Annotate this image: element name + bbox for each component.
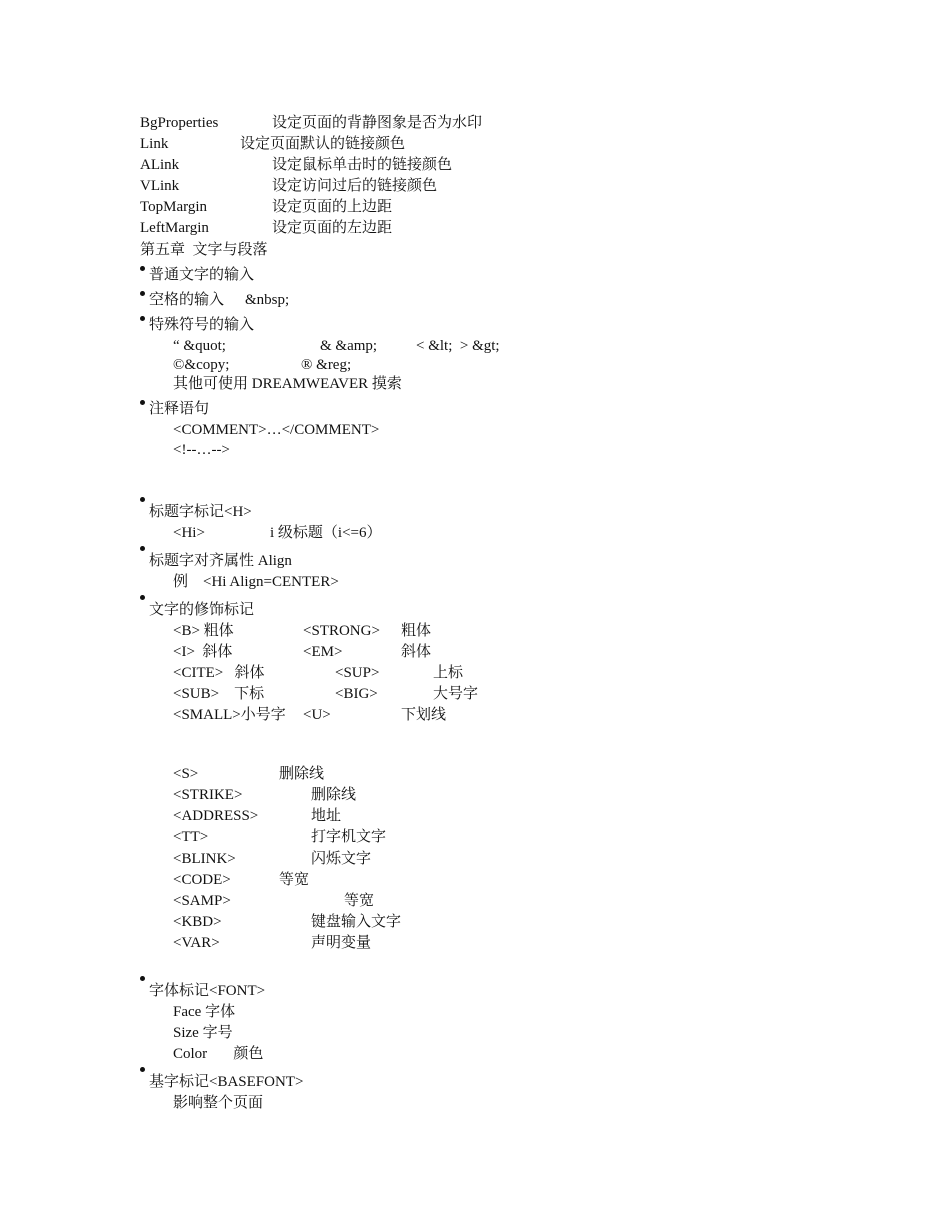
tag2: <SAMP> xyxy=(173,893,231,909)
bullet-text: 空格的输入 xyxy=(149,292,225,308)
prop-desc: 设定鼠标单击时的链接颜色 xyxy=(272,157,453,173)
tag2-desc: 地址 xyxy=(311,808,342,824)
bullet-icon xyxy=(140,266,145,271)
style-tag: <I> 斜体 xyxy=(173,644,233,660)
style-tag: <B> 粗体 xyxy=(173,623,234,639)
entity-lt-gt: < &lt; > &gt; xyxy=(416,338,500,354)
tag2: <ADDRESS> xyxy=(173,808,259,824)
basefont-desc: 影响整个页面 xyxy=(173,1095,264,1111)
style-desc: 上标 xyxy=(433,665,464,681)
bullet-text: 文字的修饰标记 xyxy=(149,602,255,618)
bullet-text: 普通文字的输入 xyxy=(149,267,255,283)
font-size: Size 字号 xyxy=(173,1025,233,1041)
tag2: <KBD> xyxy=(173,914,222,930)
style-tag: <CITE> 斜体 xyxy=(173,665,265,681)
tag2-desc: 等宽 xyxy=(279,872,310,888)
comment-syntax-2: <!--…--> xyxy=(173,442,230,458)
tag2: <S> xyxy=(173,766,199,782)
comment-syntax-1: <COMMENT>…</COMMENT> xyxy=(173,422,380,438)
bullet-icon xyxy=(140,595,145,600)
style-tag: <SUB> 下标 xyxy=(173,686,265,702)
font-face: Face 字体 xyxy=(173,1004,236,1020)
tag2: <VAR> xyxy=(173,935,220,951)
tag2-desc: 声明变量 xyxy=(311,935,372,951)
prop-desc: 设定页面的背静图象是否为水印 xyxy=(272,115,483,131)
bullet-icon xyxy=(140,497,145,502)
bullet-text: 字体标记<FONT> xyxy=(149,983,266,999)
tag-hi-desc: i 级标题（i<=6） xyxy=(270,525,382,541)
style-tag: <STRONG> xyxy=(303,623,380,639)
prop-desc: 设定页面默认的链接颜色 xyxy=(240,136,406,152)
tag2-desc: 打字机文字 xyxy=(311,829,387,845)
style-tag: <SUP> xyxy=(335,665,380,681)
style-tag: <EM> xyxy=(303,644,343,660)
align-example: 例 <Hi Align=CENTER> xyxy=(173,574,339,590)
prop-desc: 设定页面的上边距 xyxy=(272,199,393,215)
tag2: <CODE> xyxy=(173,872,231,888)
bullet-text: 标题字对齐属性 Align xyxy=(149,553,292,569)
tag2: <TT> xyxy=(173,829,209,845)
prop-name: Link xyxy=(140,136,169,152)
bullet-text: 注释语句 xyxy=(149,401,210,417)
entity-reg: ® &reg; xyxy=(301,357,352,373)
tag2: <STRIKE> xyxy=(173,787,243,803)
style-desc: 下划线 xyxy=(401,707,447,723)
entity-copy: ©&copy; xyxy=(173,357,230,373)
style-tag: <BIG> xyxy=(335,686,378,702)
entity-quot: “ &quot; xyxy=(173,338,226,354)
tag2: <BLINK> xyxy=(173,851,236,867)
bullet-icon xyxy=(140,316,145,321)
prop-desc: 设定页面的左边距 xyxy=(272,220,393,236)
bullet-icon xyxy=(140,291,145,296)
bullet-text: 特殊符号的输入 xyxy=(149,317,255,333)
bullet-text: 标题字标记<H> xyxy=(149,504,252,520)
bullet-code: &nbsp; xyxy=(245,292,290,308)
prop-name: BgProperties xyxy=(140,115,219,131)
font-color: Color 颜色 xyxy=(173,1046,264,1062)
style-tag: <U> xyxy=(303,707,331,723)
entity-note: 其他可使用 DREAMWEAVER 摸索 xyxy=(173,376,402,392)
style-tag: <SMALL>小号字 xyxy=(173,707,286,723)
style-desc: 粗体 xyxy=(401,623,432,639)
prop-name: LeftMargin xyxy=(140,220,209,236)
bullet-icon xyxy=(140,976,145,981)
style-desc: 大号字 xyxy=(433,686,479,702)
chapter-heading: 第五章 文字与段落 xyxy=(140,242,268,258)
tag2-desc: 删除线 xyxy=(311,787,357,803)
tag2-desc: 键盘输入文字 xyxy=(311,914,402,930)
style-desc: 斜体 xyxy=(401,644,432,660)
bullet-text: 基字标记<BASEFONT> xyxy=(149,1074,304,1090)
tag2-desc: 删除线 xyxy=(279,766,325,782)
tag2-desc: 等宽 xyxy=(344,893,375,909)
bullet-icon xyxy=(140,546,145,551)
entity-amp: & &amp; xyxy=(320,338,378,354)
bullet-icon xyxy=(140,400,145,405)
prop-name: ALink xyxy=(140,157,180,173)
bullet-icon xyxy=(140,1067,145,1072)
prop-name: TopMargin xyxy=(140,199,208,215)
tag2-desc: 闪烁文字 xyxy=(311,851,372,867)
tag-hi: <Hi> xyxy=(173,525,205,541)
prop-name: VLink xyxy=(140,178,180,194)
prop-desc: 设定访问过后的链接颜色 xyxy=(272,178,438,194)
